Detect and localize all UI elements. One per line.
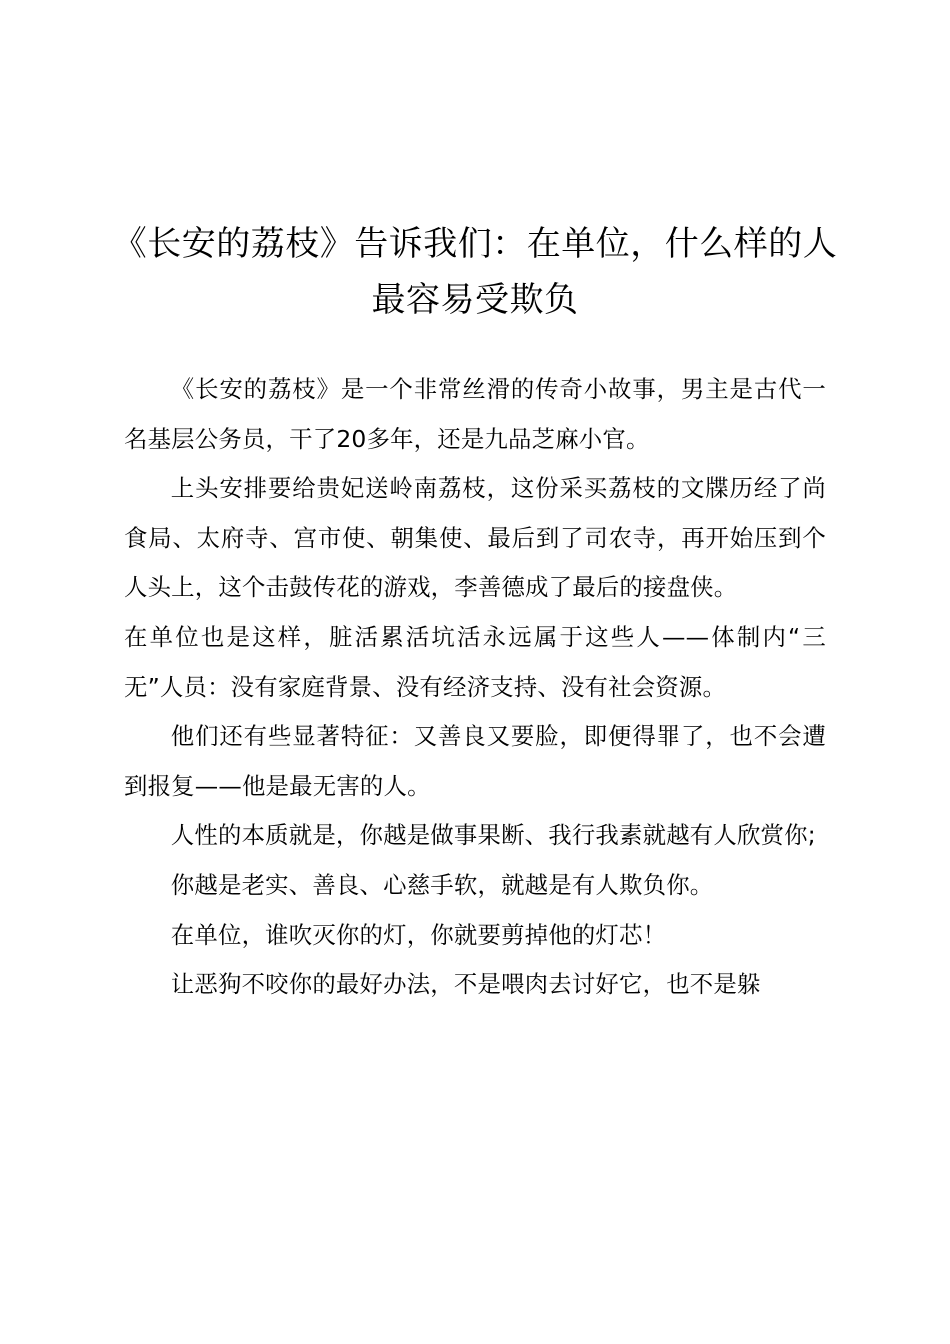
document-body xyxy=(124,365,826,1010)
paragraph: 在单位，谁吹灭你的灯，你就要剪掉他的灯芯！ xyxy=(170,920,667,949)
paragraph: 人性的本质就是，你越是做事果断、我行我素就越有人欣赏你; xyxy=(170,821,816,850)
document-title: 《长安的荔枝》告诉我们：在单位，什么样的人最容易受欺负 xyxy=(112,224,838,320)
paragraph: 《长安的荔枝》是一个非常丝滑的传奇小故事，男主是古代一名基层公务员，干了20多年，还是九品芝麻小官。 xyxy=(124,375,826,453)
paragraph: 你越是老实、善良、心慈手软，就越是有人欺负你。 xyxy=(170,870,714,899)
paragraph: 在单位也是这样，脏活累活坑活永远属于这些人——体制内“三无”人员：没有家庭背景、没有经济支持、没有社会资源。 xyxy=(124,622,826,701)
paragraph: 让恶狗不咬你的最好办法，不是喂肉去讨好它，也不是躲 xyxy=(170,970,761,999)
paragraph: 他们还有些显著特征：又善良又要脸，即便得罪了，也不会遭到报复——他是最无害的人。 xyxy=(124,722,826,800)
paragraph: 上头安排要给贵妃送岭南荔枝，这份采买荔枝的文牒历经了尚食局、太府寺、宫市使、朝集使、最后到了司农寺，再开始压到个人头上，这个击鼓传花的游戏，李善德成了最后的接盘侠。 xyxy=(124,474,826,602)
